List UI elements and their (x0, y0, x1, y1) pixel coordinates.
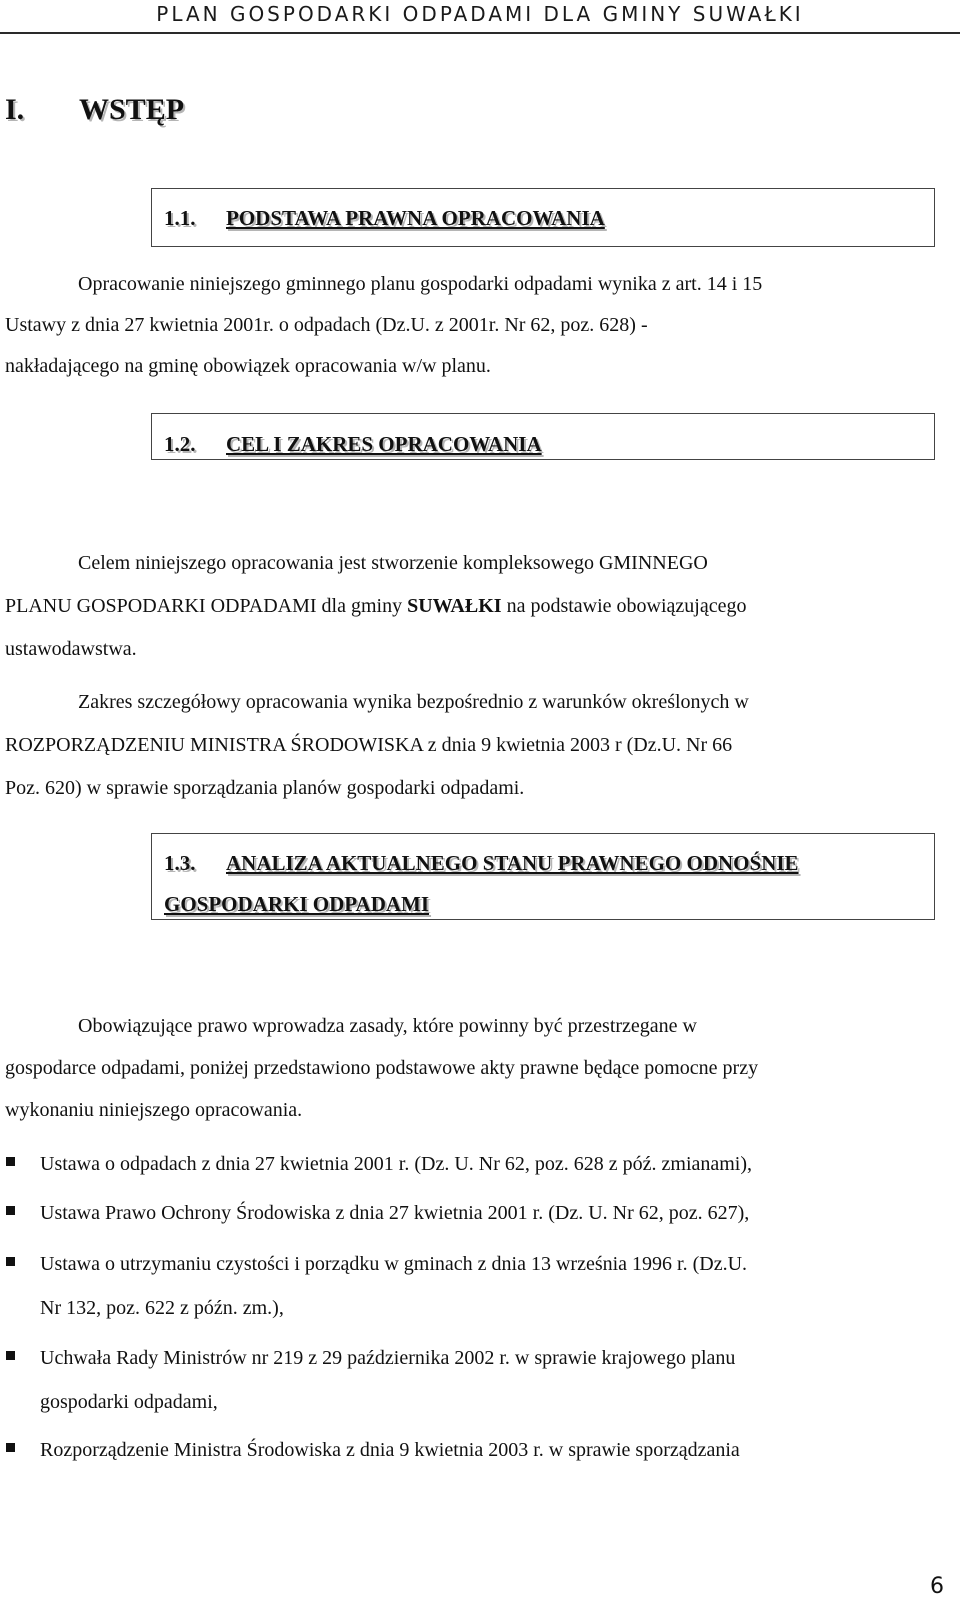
running-header-title: PLAN GOSPODARKI ODPADAMI DLA GMINY SUWAŁKI (156, 2, 804, 26)
list-item: Ustawa o utrzymaniu czystości i porządku w gminach z dnia 13 września 1996 r. (Dz.U. (40, 1253, 748, 1275)
section-heading-1-3 (151, 833, 935, 920)
paragraph-line: ustawodawstwa. (5, 638, 137, 660)
paragraph-line: Celem niniejszego opracowania jest stworzenie kompleksowego GMINNEGO (78, 552, 708, 574)
list-item: Ustawa Prawo Ochrony Środowiska z dnia 27 kwietnia 2001 r. (Dz. U. Nr 62, poz. 627), (40, 1202, 750, 1224)
bullet-square-icon (6, 1443, 15, 1452)
section-number: 1.1. (164, 206, 196, 230)
municipality-name: SUWAŁKI (407, 595, 502, 617)
list-item-continued: Nr 132, poz. 622 z późn. zm.), (40, 1297, 284, 1319)
paragraph-line: Ustawy z dnia 27 kwietnia 2001r. o odpadach (Dz.U. z 2001r. Nr 62, poz. 628) - (5, 314, 648, 336)
bullet-square-icon (6, 1351, 15, 1360)
text-span: PLANU GOSPODARKI ODPADAMI dla gminy (5, 595, 408, 617)
paragraph-line: ROZPORZĄDZENIU MINISTRA ŚRODOWISKA z dnia 9 kwietnia 2003 r (Dz.U. Nr 66 (5, 734, 733, 756)
section-title: CEL I ZAKRES OPRACOWANIA (226, 432, 542, 456)
section-heading-1-1 (151, 188, 935, 247)
list-item: Ustawa o odpadach z dnia 27 kwietnia 2001 r. (Dz. U. Nr 62, poz. 628 z póź. zmianami), (40, 1153, 753, 1175)
section-number: 1.3. (164, 851, 196, 875)
paragraph-line: nakładającego na gminę obowiązek opracowania w/w planu. (5, 355, 491, 377)
list-item-continued: gospodarki odpadami, (40, 1391, 218, 1413)
page-number: 6 (930, 1574, 944, 1599)
section-title-continued: GOSPODARKI ODPADAMI (164, 892, 430, 916)
paragraph-line: gospodarce odpadami, poniżej przedstawiono podstawowe akty prawne będące pomocne przy (5, 1057, 759, 1079)
list-item: Rozporządzenie Ministra Środowiska z dnia 9 kwietnia 2003 r. w sprawie sporządzania (40, 1439, 740, 1461)
chapter-title: WSTĘP (79, 93, 185, 126)
paragraph-line: Opracowanie niniejszego gminnego planu gospodarki odpadami wynika z art. 14 i 15 (78, 273, 763, 295)
paragraph-line: wykonaniu niniejszego opracowania. (5, 1099, 303, 1121)
paragraph-line: Poz. 620) w sprawie sporządzania planów gospodarki odpadami. (5, 777, 525, 799)
paragraph-line (5, 594, 746, 618)
section-heading-1-2 (151, 413, 935, 460)
bullet-square-icon (6, 1257, 15, 1266)
bullet-square-icon (6, 1206, 15, 1215)
text-span: na podstawie obowiązującego (501, 595, 747, 617)
chapter-number: I. (5, 93, 25, 126)
section-number: 1.2. (164, 432, 196, 456)
list-item: Uchwała Rady Ministrów nr 219 z 29 października 2002 r. w sprawie krajowego planu (40, 1347, 736, 1369)
paragraph-line: Zakres szczegółowy opracowania wynika bezpośrednio z warunków określonych w (78, 691, 749, 713)
bullet-square-icon (6, 1157, 15, 1166)
paragraph-line: Obowiązujące prawo wprowadza zasady, które powinny być przestrzegane w (78, 1015, 697, 1037)
section-title: PODSTAWA PRAWNA OPRACOWANIA (226, 206, 605, 230)
running-header (0, 2, 960, 34)
section-title: ANALIZA AKTUALNEGO STANU PRAWNEGO ODNOŚNIE (226, 851, 799, 875)
